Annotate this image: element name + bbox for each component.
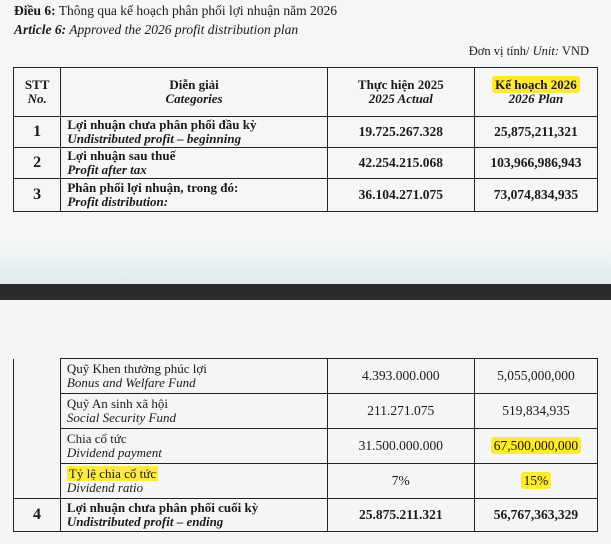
table-row bbox=[14, 117, 598, 148]
row-description bbox=[60, 359, 327, 394]
article-heading-vn bbox=[14, 3, 337, 19]
row-description bbox=[61, 148, 327, 179]
document-bottom-section bbox=[0, 300, 611, 544]
row-desc-vn: Quỹ An sinh xã hội bbox=[66, 396, 169, 411]
row-number-empty bbox=[14, 429, 61, 464]
row-plan-value: 25,875,211,321 bbox=[474, 117, 597, 148]
header-desc-vn: Diễn giải bbox=[169, 77, 219, 92]
row-description bbox=[61, 117, 327, 148]
table-row bbox=[14, 429, 598, 464]
row-desc-en: Social Security Fund bbox=[66, 410, 176, 425]
header-stt bbox=[14, 68, 61, 117]
row-actual-value: 19.725.267.328 bbox=[327, 117, 474, 148]
row-description bbox=[61, 179, 327, 212]
row-plan-value: 519,834,935 bbox=[474, 394, 597, 429]
row-number: 4 bbox=[14, 499, 61, 532]
header-actual-en: 2025 Actual bbox=[368, 91, 433, 106]
unit-label-en: Unit: bbox=[532, 44, 560, 58]
article-text-en: Approved the 2026 profit distribution plan bbox=[66, 22, 299, 37]
row-plan-cell bbox=[474, 429, 597, 464]
row-number-empty bbox=[14, 394, 61, 429]
row-actual-value: 7% bbox=[327, 464, 474, 499]
screenshot-divider bbox=[0, 284, 611, 300]
row-number: 3 bbox=[14, 179, 61, 212]
row-desc-en: Profit distribution: bbox=[67, 194, 169, 209]
unit-note bbox=[469, 44, 589, 59]
row-desc-en: Dividend ratio bbox=[66, 480, 144, 495]
header-plan-vn: Kế hoạch 2026 bbox=[492, 76, 580, 93]
header-actual bbox=[327, 68, 474, 117]
header-categories bbox=[61, 68, 327, 117]
row-desc-vn: Lợi nhuận chưa phân phối cuối kỳ bbox=[66, 500, 259, 515]
row-actual-value: 25.875.211.321 bbox=[327, 499, 474, 532]
table-row bbox=[14, 179, 598, 212]
row-number-empty bbox=[14, 464, 61, 499]
row-desc-vn-highlighted: Tỷ lệ chia cổ tức bbox=[68, 466, 157, 481]
table-row bbox=[14, 464, 598, 499]
header-stt-vn: STT bbox=[24, 77, 50, 92]
row-number-empty bbox=[14, 359, 61, 394]
row-desc-vn: Chia cổ tức bbox=[66, 431, 127, 446]
row-actual-value: 211.271.075 bbox=[327, 394, 474, 429]
header-desc-en: Categories bbox=[165, 91, 223, 106]
row-description bbox=[60, 464, 327, 499]
unit-label-vn: Đơn vị tính/ bbox=[468, 44, 533, 58]
header-plan-en: 2026 Plan bbox=[508, 91, 564, 106]
article-label-vn: Điều 6: bbox=[14, 3, 56, 18]
row-plan-value: 103,966,986,943 bbox=[474, 148, 597, 179]
row-plan-value: 73,074,834,935 bbox=[474, 179, 597, 212]
row-plan-value-highlighted: 15% bbox=[521, 472, 552, 489]
row-desc-en: Undistributed profit – beginning bbox=[67, 131, 242, 146]
row-desc-vn: Lợi nhuận sau thuế bbox=[67, 148, 176, 163]
row-actual-value: 4.393.000.000 bbox=[327, 359, 474, 394]
article-label-en: Article 6: bbox=[14, 22, 67, 37]
unit-value: VND bbox=[559, 44, 589, 58]
row-plan-value: 5,055,000,000 bbox=[474, 359, 597, 394]
profit-plan-table-bottom bbox=[13, 358, 598, 532]
row-desc-en: Dividend payment bbox=[66, 445, 162, 460]
row-actual-value: 31.500.000.000 bbox=[327, 429, 474, 464]
row-actual-value: 42.254.215.068 bbox=[327, 148, 474, 179]
row-desc-en: Profit after tax bbox=[67, 162, 147, 177]
article-heading-en bbox=[14, 22, 298, 38]
table-row bbox=[14, 148, 598, 179]
row-desc-en: Bonus and Welfare Fund bbox=[66, 375, 196, 390]
row-description bbox=[60, 394, 327, 429]
row-desc-en: Undistributed profit – ending bbox=[66, 514, 224, 529]
table-header-row bbox=[14, 68, 598, 117]
row-number: 2 bbox=[14, 148, 61, 179]
row-plan-cell bbox=[474, 464, 597, 499]
article-text-vn: Thông qua kế hoạch phân phối lợi nhuận năm 2026 bbox=[55, 3, 337, 18]
table-row bbox=[14, 499, 598, 532]
table-row bbox=[14, 394, 598, 429]
row-number: 1 bbox=[14, 117, 61, 148]
row-desc-vn: Lợi nhuận chưa phân phối đầu kỳ bbox=[67, 117, 257, 132]
row-description bbox=[60, 499, 327, 532]
table-row bbox=[14, 359, 598, 394]
row-actual-value: 36.104.271.075 bbox=[327, 179, 474, 212]
header-stt-en: No. bbox=[27, 91, 47, 106]
row-plan-value: 56,767,363,329 bbox=[474, 499, 597, 532]
profit-plan-table-top bbox=[13, 67, 598, 212]
row-desc-vn: Phân phối lợi nhuận, trong đó: bbox=[67, 180, 239, 195]
header-actual-vn: Thực hiện 2025 bbox=[357, 77, 444, 92]
row-desc-vn: Quỹ Khen thưởng phúc lợi bbox=[66, 361, 207, 376]
header-plan bbox=[474, 68, 597, 117]
row-description bbox=[60, 429, 327, 464]
row-plan-value-highlighted: 67,500,000,000 bbox=[491, 437, 581, 454]
